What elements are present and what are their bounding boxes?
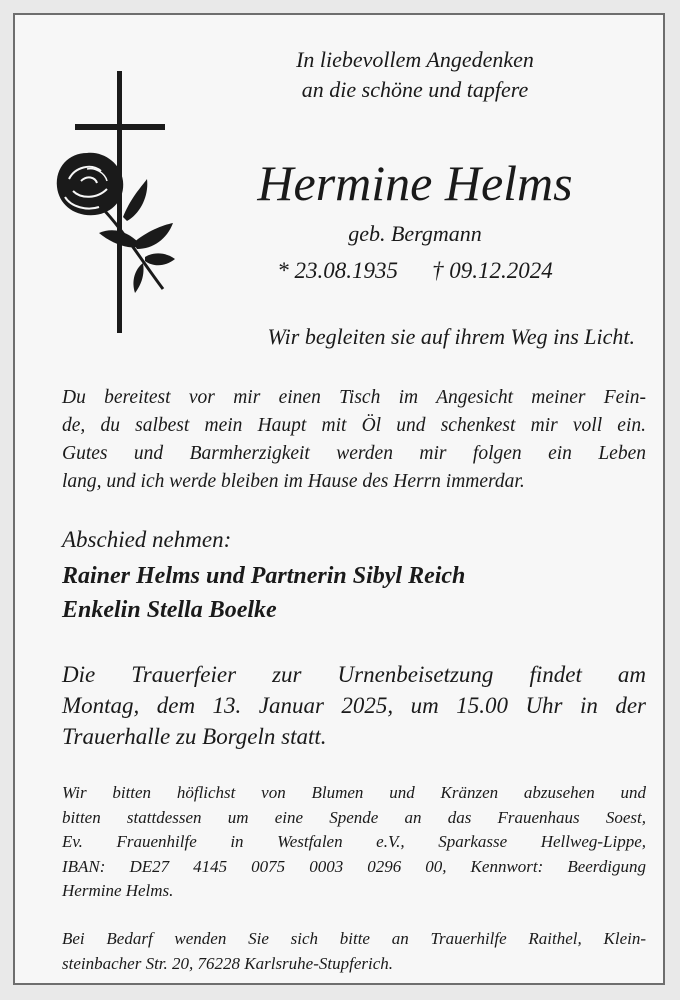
cross-with-rose-icon (51, 67, 181, 337)
bible-verse (62, 384, 646, 496)
ceremony-info (62, 659, 646, 752)
contact-info (62, 927, 646, 976)
birth-date: * 23.08.1935 (277, 258, 398, 283)
contact-line: steinbacher Str. 20, 76228 Karlsruhe-Stupferich. (62, 953, 394, 973)
donation-line: bitten stattdessen um eine Spende an das Frauenhaus Soest, (62, 807, 646, 827)
intro-text (215, 45, 615, 105)
donation-line: IBAN: DE27 4145 0075 0003 0296 00, Kennwort: Beerdigung (62, 856, 646, 876)
motto: Wir begleiten sie auf ihrem Weg ins Licht. (267, 324, 635, 349)
deceased-name: Hermine Helms (257, 155, 573, 211)
mourner-line: Rainer Helms und Partnerin Sibyl Reich (62, 563, 466, 589)
ceremony-line: Montag, dem 13. Januar 2025, um 15.00 Uhr in der (62, 693, 646, 718)
donation-request (62, 781, 646, 904)
donation-line: Ev. Frauenhilfe in Westfalen e.V., Sparkasse Hellweg-Lippe, (62, 832, 646, 851)
donation-line: Wir bitten höflichst von Blumen und Kränzen abzusehen und (62, 783, 646, 802)
ceremony-line: Die Trauerfeier zur Urnenbeisetzung findet am (62, 662, 646, 687)
intro-line: an die schöne und tapfere (301, 77, 529, 102)
verse-line: Gutes und Barmherzigkeit werden mir folgen ein Leben (62, 443, 646, 464)
death-date: † 09.12.2024 (432, 258, 553, 283)
mourner-line: Enkelin Stella Boelke (62, 597, 277, 623)
intro-line: In liebevollem Angedenken (296, 47, 534, 72)
verse-line: lang, und ich werde bleiben im Hause des Herrn immerdar. (62, 471, 525, 492)
ceremony-line: Trauerhalle zu Borgeln statt. (62, 724, 327, 749)
contact-line: Bei Bedarf wenden Sie sich bitte an Trauerhilfe Raithel, Klein- (62, 929, 646, 948)
donation-line: Hermine Helms. (62, 881, 174, 900)
abschied-label: Abschied nehmen: (62, 527, 232, 552)
mourners (62, 559, 646, 627)
obituary-notice (13, 13, 665, 985)
life-dates (215, 255, 615, 287)
verse-line: Du bereitest vor mir einen Tisch im Angesicht meiner Fein- (62, 387, 646, 408)
verse-line: de, du salbest mein Haupt mit Öl und schenkest mir voll ein. (62, 415, 646, 436)
birth-name: geb. Bergmann (348, 221, 482, 246)
